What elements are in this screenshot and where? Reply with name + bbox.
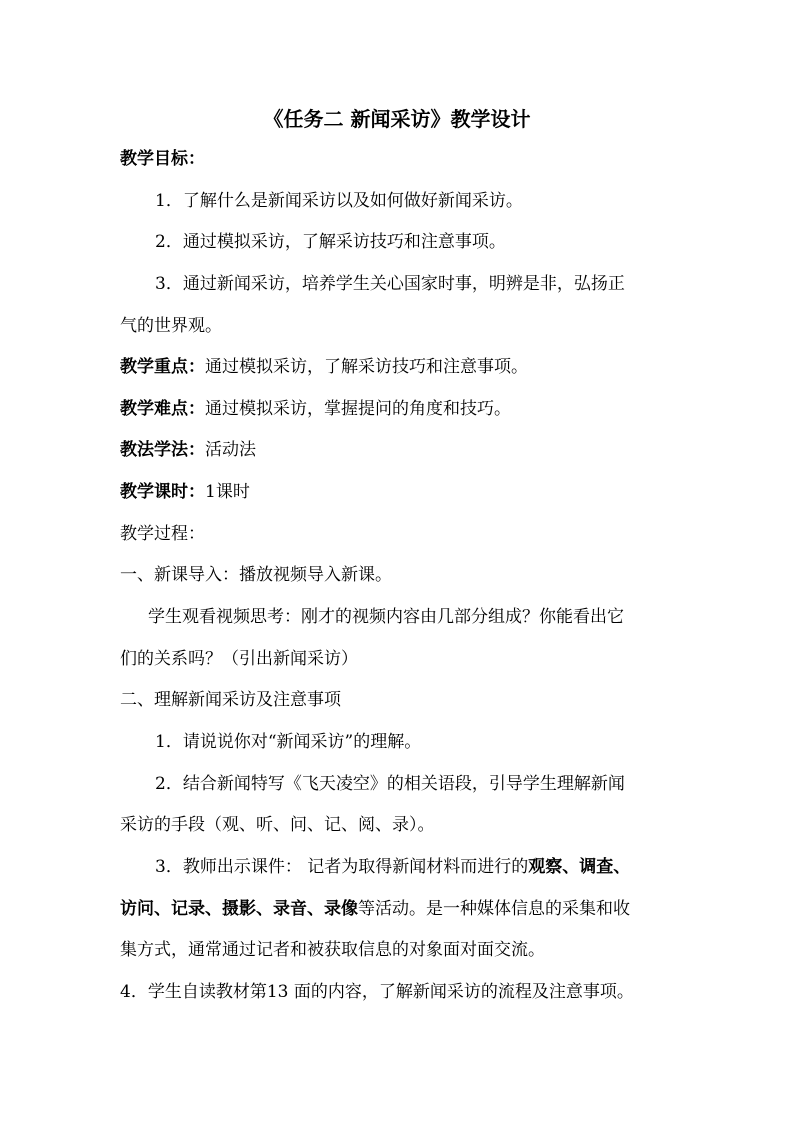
objective-item-3-line-2: 气的世界观。 <box>120 316 222 336</box>
section-2-item-3-bold-2: 访问、记录、摄影、录音、录像 <box>120 899 358 919</box>
method-text: 活动法 <box>205 440 256 460</box>
hours-label: 教学课时： <box>120 482 205 502</box>
key-point-label: 教学重点： <box>120 357 205 377</box>
method-row <box>120 437 680 463</box>
hours-row <box>120 479 680 505</box>
difficult-point-text: 通过模拟采访，掌握提问的角度和技巧。 <box>205 399 511 419</box>
difficult-point-row <box>120 396 680 422</box>
process-section-1: 一、新课导入：播放视频导入新课。 <box>120 565 392 585</box>
section-2-item-3-line-2 <box>120 896 680 922</box>
section-2-item-3-prefix: 3．教师出示课件： 记者为取得新闻材料而进行的 <box>155 857 529 877</box>
key-point-text: 通过模拟采访，了解采访技巧和注意事项。 <box>205 357 528 377</box>
section-2-item-2-line-1: 2．结合新闻特写《飞天凌空》的相关语段，引导学生理解新闻 <box>155 774 625 794</box>
section-2-item-2-line-2: 采访的手段（观、听、问、记、阅、录）。 <box>120 815 435 835</box>
key-point-row <box>120 354 680 380</box>
section-1-paragraph-line-2: 们的关系吗？（引出新闻采访） <box>120 649 358 669</box>
process-label: 教学过程： <box>120 524 205 544</box>
section-1-paragraph-line-1: 学生观看视频思考：刚才的视频内容由几部分组成？你能看出它 <box>148 607 624 627</box>
document-title: 《任务二 新闻采访》教学设计 <box>263 107 531 131</box>
objectives-label: 教学目标： <box>120 149 205 169</box>
section-2-item-3-bold-1: 观察、调查、 <box>528 857 631 877</box>
hours-text: 1课时 <box>205 482 250 502</box>
objective-item-2: 2．通过模拟采访，了解采访技巧和注意事项。 <box>155 232 506 252</box>
section-2-item-3-line-3: 集方式，通常通过记者和被获取信息的对象面对面交流。 <box>120 940 545 960</box>
section-2-item-3-mid: 等活动。是一种媒体信息的采集和收 <box>358 899 630 919</box>
method-label: 教法学法： <box>120 440 205 460</box>
section-2-item-3-line-1 <box>155 854 680 880</box>
objective-item-1: 1．了解什么是新闻采访以及如何做好新闻采访。 <box>155 191 523 211</box>
objective-item-3-line-1: 3．通过新闻采访，培养学生关心国家时事，明辨是非，弘扬正 <box>155 274 625 294</box>
difficult-point-label: 教学难点： <box>120 399 205 419</box>
section-2-item-1: 1．请说说你对“新闻采访”的理解。 <box>155 732 422 752</box>
process-section-2: 二、理解新闻采访及注意事项 <box>120 690 341 710</box>
section-2-item-4: 4．学生自读教材第13 面的内容，了解新闻采访的流程及注意事项。 <box>120 982 634 1002</box>
